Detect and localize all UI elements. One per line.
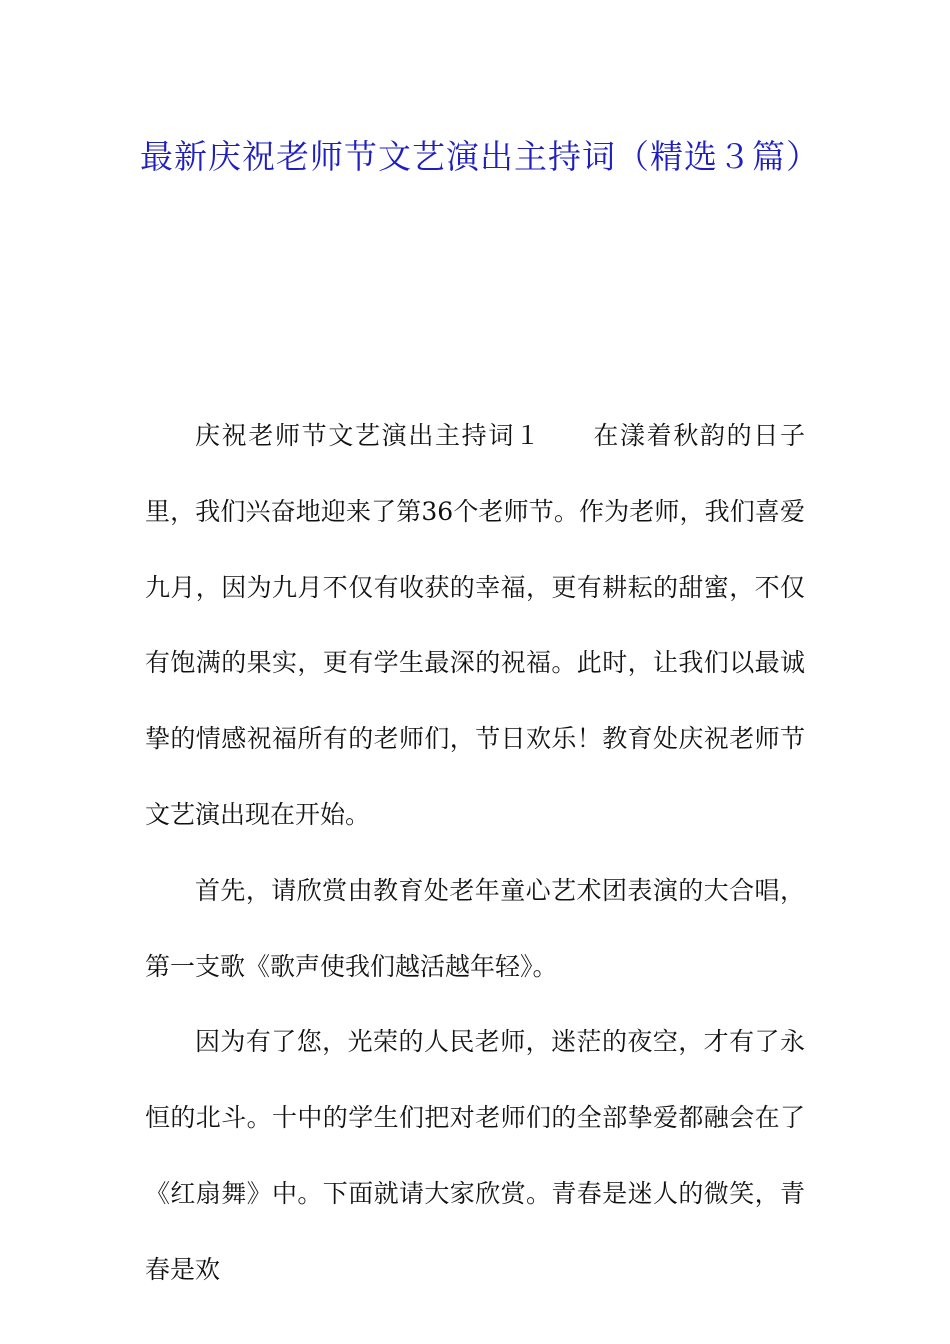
- paragraph-1-text: 在漾着秋韵的日子里，我们兴奋地迎来了第36个老师节。作为老师，我们喜爱九月，因为九月不仅有收获的幸福，更有耕耘的甜蜜，不仅有饱满的果实，更有学生最深的祝福。此时，让我们以最诚挚的情感祝福所有的老师们，节日欢乐！教育处庆祝老师节文艺演出现在开始。: [145, 421, 805, 829]
- paragraph-1: [145, 398, 805, 853]
- section-heading: 庆祝老师节文艺演出主持词１: [195, 421, 542, 450]
- document-body: [145, 398, 805, 1308]
- paragraph-2: 首先，请欣赏由教育处老年童心艺术团表演的大合唱，第一支歌《歌声使我们越活越年轻》。: [145, 875, 805, 981]
- paragraph-3: 因为有了您，光荣的人民老师，迷茫的夜空，才有了永恒的北斗。十中的学生们把对老师们的全部挚爱都融会在了《红扇舞》中。下面就请大家欣赏。青春是迷人的微笑，青春是欢: [145, 1027, 805, 1284]
- document-title: 最新庆祝老师节文艺演出主持词（精选３篇）: [140, 137, 820, 176]
